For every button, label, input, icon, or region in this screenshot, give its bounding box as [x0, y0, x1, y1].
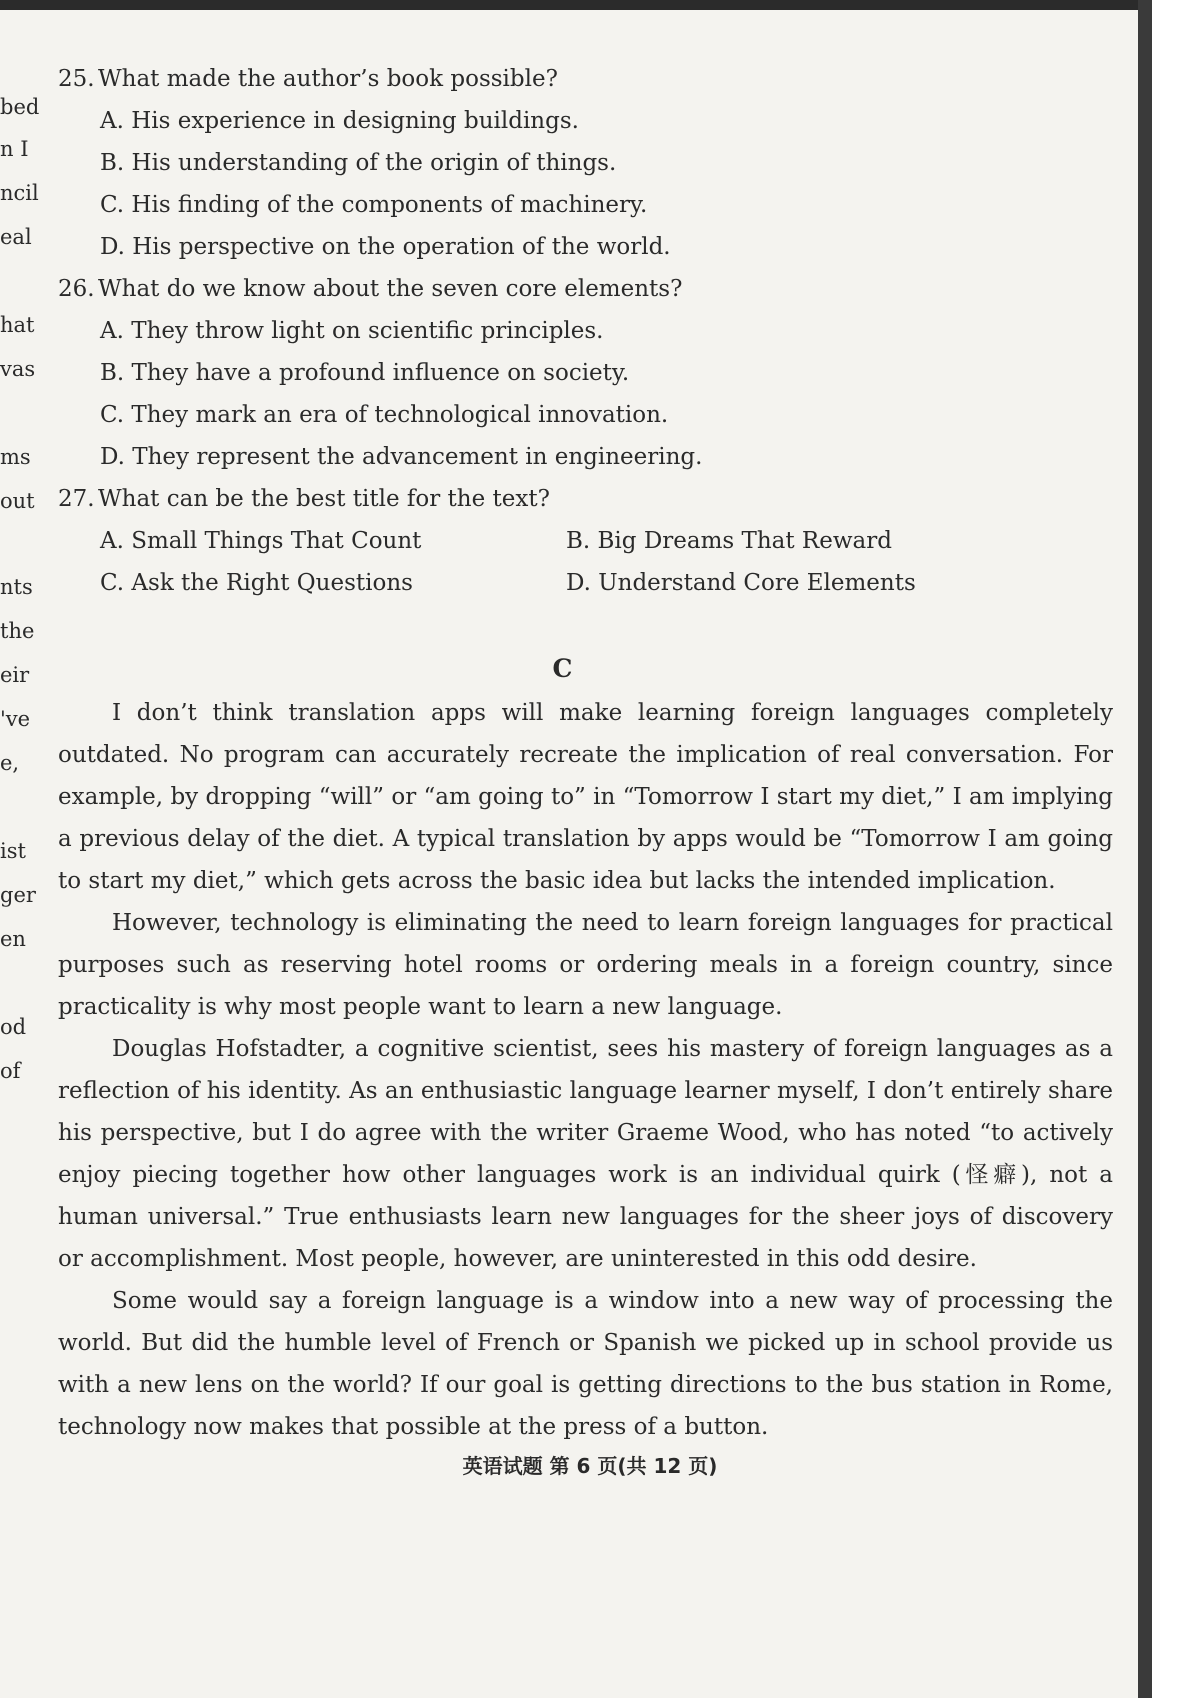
option-c: C. Ask the Right Questions	[100, 570, 413, 596]
page-content	[58, 58, 1113, 1448]
question-text: What can be the best title for the text?	[98, 486, 550, 512]
passage-paragraph: Some would say a foreign language is a window into a new way of processing the world. But did the humble level of French or Spanish we picked up in school provide us with a new lens on the world? If our goal is getting directions to the bus station in Rome, technology now makes that possible at the press of a button.	[58, 1288, 1113, 1440]
option-a: A. They throw light on scientific principles.	[100, 318, 604, 344]
page-footer: 英语试题 第 6 页(共 12 页)	[462, 1454, 718, 1478]
passage-paragraph: I don’t think translation apps will make learning foreign languages completely outdated. No program can accurately recreate the implication of real conversation. For example, by dropping “will” or “am going to” in “Tomorrow I start my diet,” I am implying a previous delay of the diet. A typical translation by apps would be “Tomorrow I am going to start my diet,” which gets across the basic idea but lacks the intended implication.	[58, 700, 1113, 894]
right-margin	[1152, 0, 1200, 1698]
left-fragment: ist	[0, 839, 26, 863]
left-fragment: e,	[0, 751, 20, 775]
left-fragment: n I	[0, 137, 29, 161]
question-25	[58, 58, 1113, 268]
top-border	[0, 0, 1150, 10]
option-grid	[58, 520, 1113, 604]
question-26	[58, 268, 1113, 478]
option-d: D. Understand Core Elements	[566, 570, 916, 596]
right-binding-edge	[1138, 0, 1152, 1698]
question-number: 25.	[58, 66, 95, 92]
left-fragment: out	[0, 489, 35, 513]
left-fragment: eal	[0, 225, 32, 249]
left-fragment: ger	[0, 883, 36, 907]
passage-paragraph: However, technology is eliminating the need to learn foreign languages for practical purposes such as reserving hotel rooms or ordering meals in a foreign country, since practicality is why most people want to learn a new language.	[58, 910, 1113, 1020]
passage-paragraph: Douglas Hofstadter, a cognitive scientist, sees his mastery of foreign languages as a reflection of his identity. As an enthusiastic language learner myself, I don’t entirely share his perspective, but I do agree with the writer Graeme Wood, who has noted “to actively enjoy piecing together how other languages work is an individual quirk (怪癖), not a human universal.” True enthusiasts learn new languages for the sheer joys of discovery or accomplishment. Most people, however, are uninterested in this odd desire.	[58, 1036, 1113, 1272]
left-fragment: 've	[0, 707, 31, 731]
left-fragment: hat	[0, 313, 35, 337]
option-a: A. Small Things That Count	[100, 528, 422, 554]
question-27	[58, 478, 1113, 604]
section-title: C	[552, 654, 573, 683]
left-fragment: en	[0, 927, 26, 951]
left-fragment: eir	[0, 663, 30, 687]
question-text: What made the author’s book possible?	[98, 66, 558, 92]
left-fragment: of	[0, 1059, 21, 1083]
question-number: 26.	[58, 276, 95, 302]
question-number: 27.	[58, 486, 95, 512]
option-d: D. They represent the advancement in engineering.	[100, 444, 703, 470]
option-d: D. His perspective on the operation of the world.	[100, 234, 671, 260]
question-stem	[58, 268, 1113, 310]
question-text: What do we know about the seven core elements?	[98, 276, 683, 302]
option-b: B. His understanding of the origin of things.	[100, 150, 617, 176]
left-fragment: bed	[0, 95, 40, 119]
left-fragment: ncil	[0, 181, 39, 205]
left-fragment: ms	[0, 445, 31, 469]
option-a: A. His experience in designing buildings.	[100, 108, 579, 134]
option-b: B. They have a profound influence on society.	[100, 360, 630, 386]
option-c: C. His finding of the components of machinery.	[100, 192, 648, 218]
left-fragment: od	[0, 1015, 27, 1039]
option-c: C. They mark an era of technological innovation.	[100, 402, 669, 428]
left-fragment: nts	[0, 575, 33, 599]
left-fragment: vas	[0, 357, 36, 381]
option-b: B. Big Dreams That Reward	[566, 528, 892, 554]
left-fragment: the	[0, 619, 35, 643]
question-stem	[58, 58, 1113, 100]
question-stem	[58, 478, 1113, 520]
